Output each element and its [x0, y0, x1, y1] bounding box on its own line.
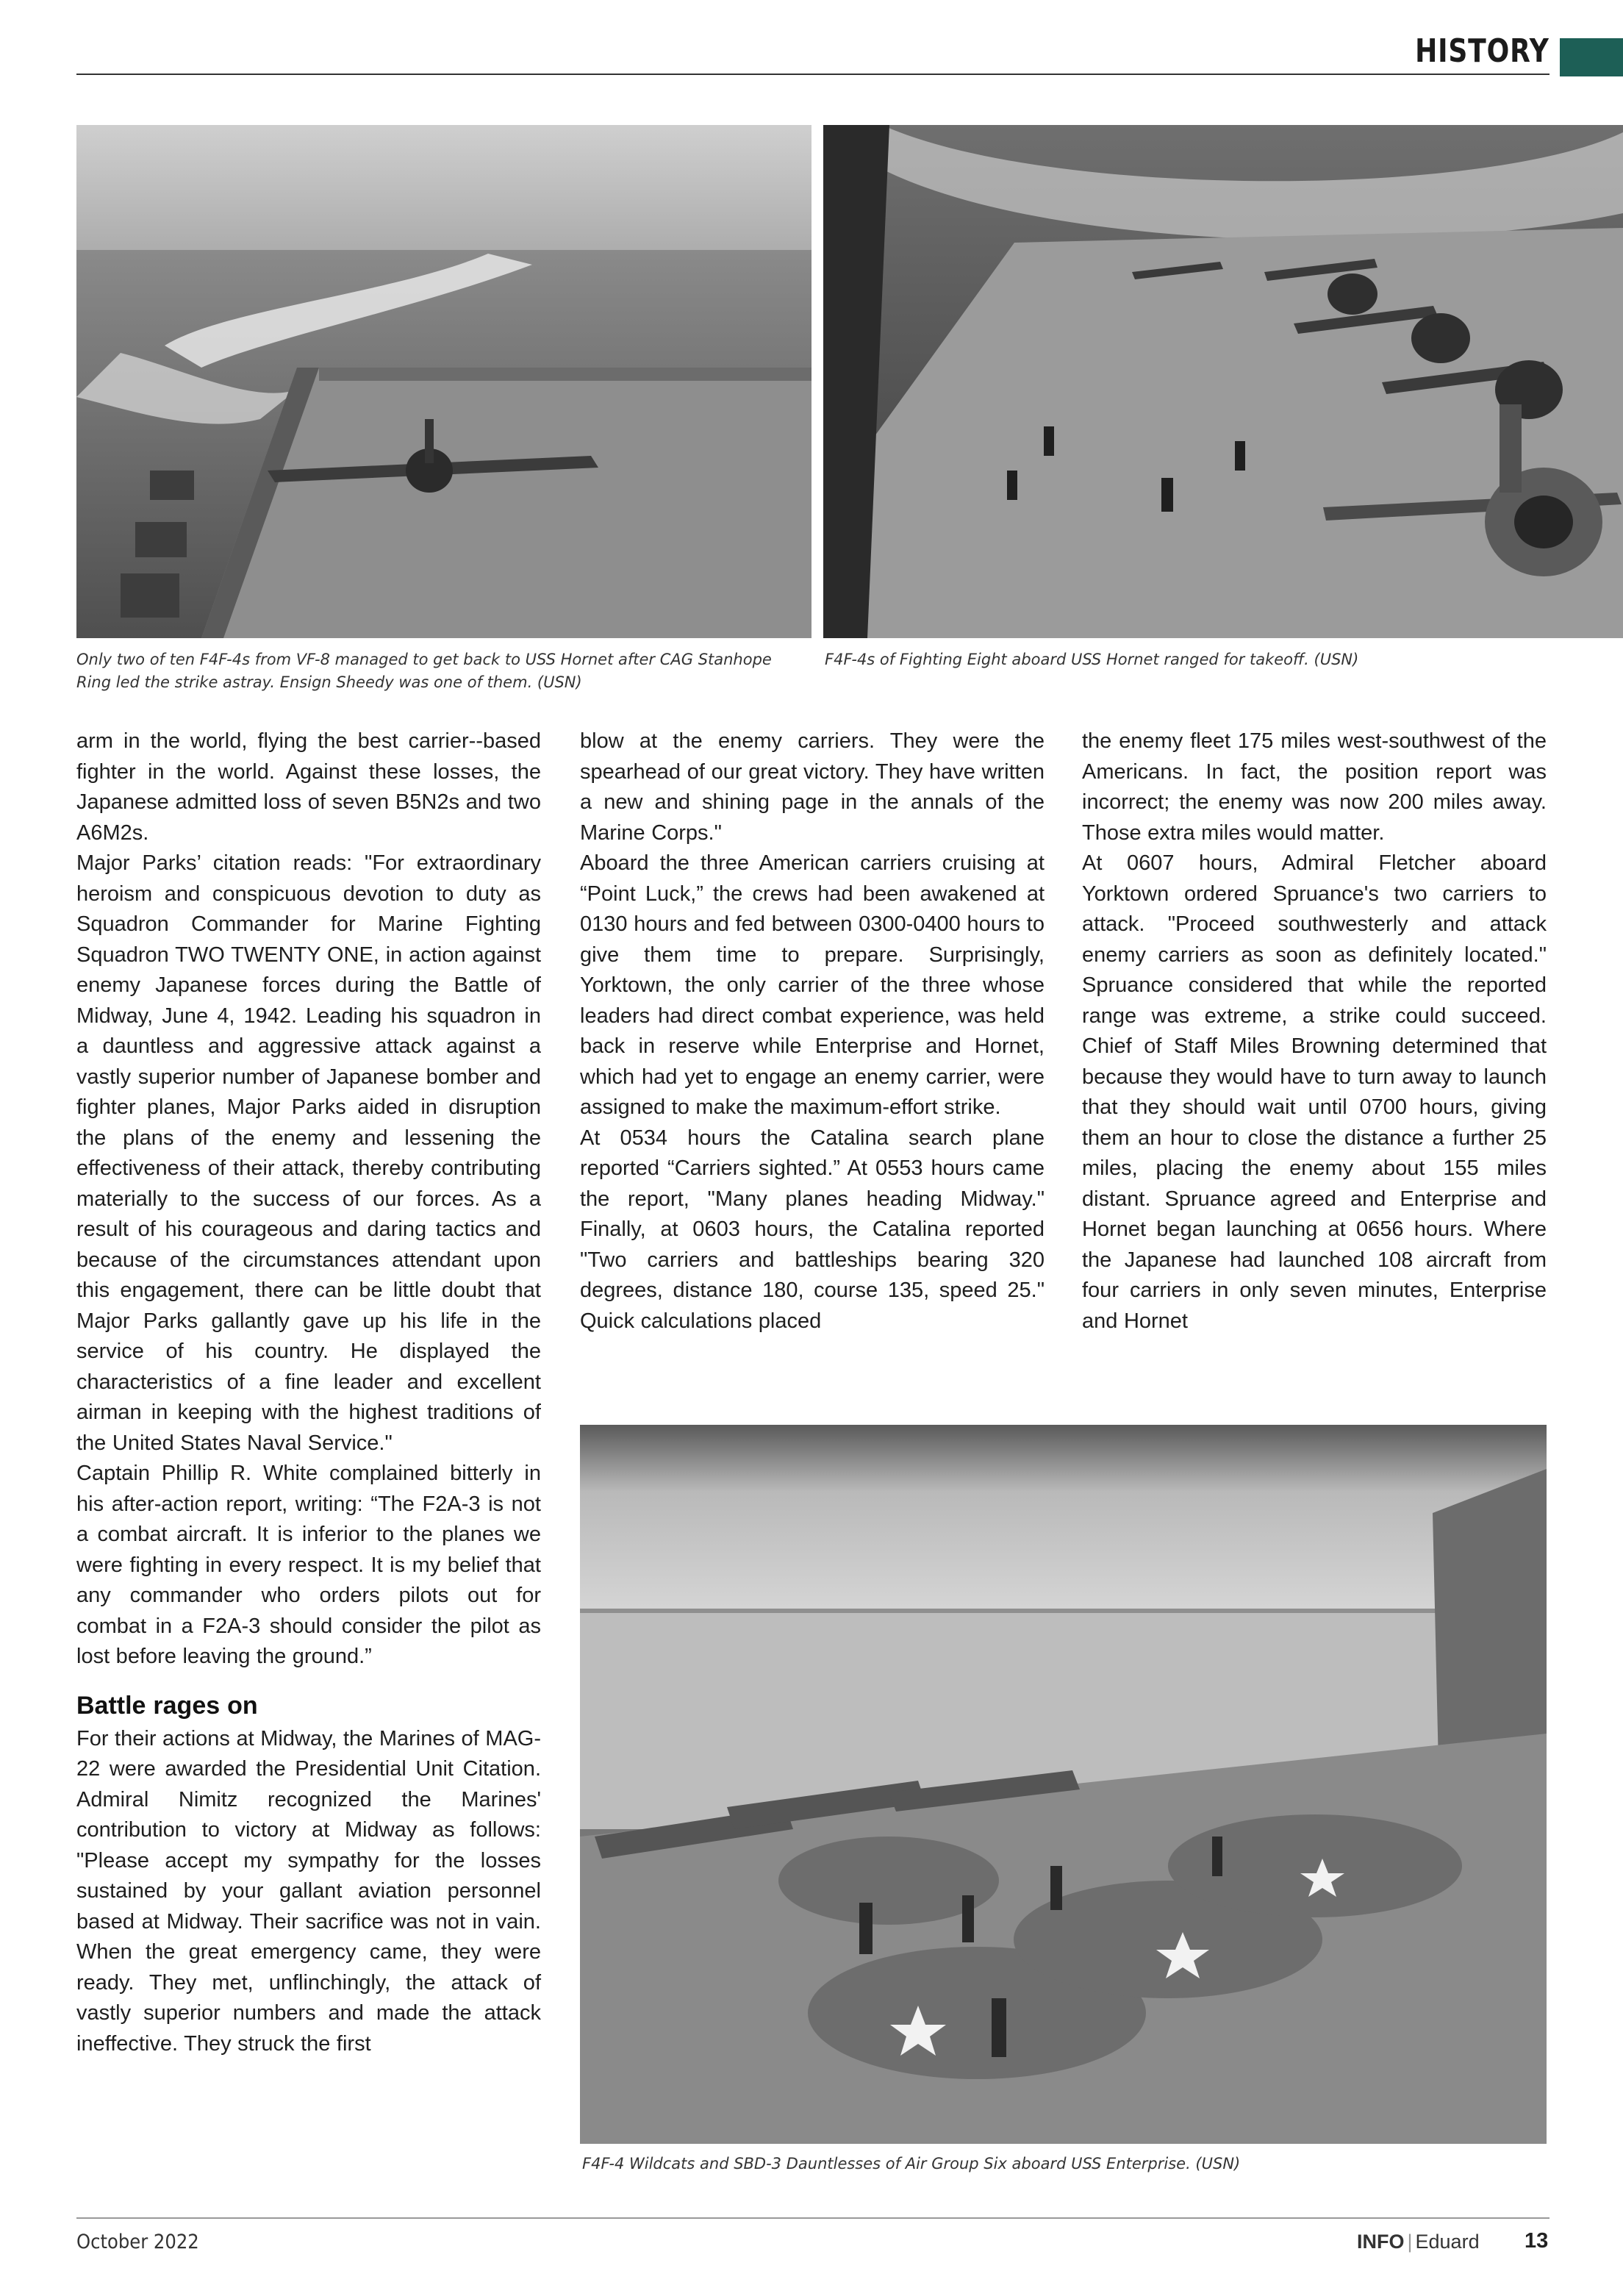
paragraph: the enemy fleet 175 miles west-southwest of the Americans. In fact, the position report was incorrect; the enemy was now 200 miles away. Those extra miles would matter. — [1082, 729, 1547, 845]
publisher-name: Eduard — [1415, 2231, 1480, 2253]
paragraph: For their actions at Midway, the Marines of MAG-22 were awarded the Presidential Unit Citation. Admiral Nimitz recognized the Marines' contribution to victory at Midway as follows: "Please accept my sympathy for the losses sustained by your gallant aviation personnel based at Midway. Their sacrifice was not in vain. When the great emergency came, they were ready. They met, unflinchingly, the attack of vastly superior numbers and made the attack ineffective. They struck the first — [76, 1726, 542, 2056]
text-column-1 — [76, 726, 541, 2059]
footer-divider — [76, 2217, 1549, 2219]
photo-enterprise-deck — [580, 1425, 1547, 2144]
section-color-tab — [1560, 38, 1623, 76]
caption-enterprise-deck: F4F-4 Wildcats and SBD-3 Dauntlesses of Air Group Six aboard USS Enterprise. (USN) — [582, 2155, 1241, 2172]
photo-hornet-deck — [823, 125, 1623, 638]
paragraph: Captain Phillip R. White complained bitterly in his after-action report, writing: “The F2A-3 is not a combat aircraft. It is inferior to the planes we were fighting in every respect. It is my belief that any commander who orders pilots out for combat in a F2A-3 should consider the pilot as lost before leaving the ground.” — [76, 1462, 541, 1668]
photo-hornet-deck-image — [823, 125, 1623, 638]
footer-magazine — [1357, 2231, 1480, 2253]
footer-date: October 2022 — [76, 2231, 199, 2253]
paragraph: Major Parks’ citation reads: "For extraordinary heroism and conspicuous devotion to duty as Squadron Commander for Marine Fighting Squadron TWO TWENTY ONE, in action against enemy Japanese forces during the Battle of Midway, June 4, 1942. Leading his squadron in a dauntless and aggressive attack against a vastly superior number of Japanese bomber and fighter planes, Major Parks aided in disruption the plans of the enemy and lessening the effectiveness of their attack, thereby contributing materially to the success of our forces. As a result of his courageous and daring tactics and because of the circumstances attendant upon this engagement, there can be little doubt that Major Parks gallantly gave up his life in the service of his country. He displayed the characteristics of a fine leader and excellent airman in keeping with the highest traditions of the United States Naval Service." — [76, 851, 541, 1455]
caption-hornet-deck: F4F-4s of Fighting Eight aboard USS Hornet ranged for takeoff. (USN) — [825, 651, 1359, 668]
text-column-2 — [580, 726, 1045, 1337]
section-label: HISTORY — [1415, 32, 1549, 70]
paragraph: blow at the enemy carriers. They were the spearhead of our great victory. They have written a new and shining page in the annals of the Marine Corps." — [580, 729, 1045, 845]
paragraph: At 0607 hours, Admiral Fletcher aboard Yorktown ordered Spruance's two carriers to attack. "Proceed southwesterly and attack enemy carriers as soon as definitely located." Spruance considered that while the reported range was extreme, a strike could succeed. Chief of Staff Miles Browning determined that because they would have to turn away to launch that they should wait until 0700 hours, giving them an hour to close the distance a further 25 miles, placing the enemy about 155 miles distant. Spruance agreed and Enterprise and Hornet began launching at 0656 hours. Where the Japanese had launched 108 aircraft from four carriers in only seven minutes, Enterprise and Hornet — [1082, 851, 1547, 1333]
paragraph: Aboard the three American carriers cruising at “Point Luck,” the crews had been awakened at 0130 hours and fed between 0300-0400 hours to give them time to prepare. Surprisingly, Yorktown, the only carrier of the three whose leaders had direct combat experience, was held back in reserve while Enterprise and Hornet, which had yet to engage an enemy carrier, were assigned to make the maximum-effort strike. — [580, 851, 1045, 1119]
photo-hornet-landing — [76, 125, 812, 638]
subheading: Battle rages on — [76, 1691, 258, 1720]
magazine-name: INFO — [1357, 2231, 1405, 2253]
page-number: 13 — [1525, 2229, 1549, 2253]
photo-hornet-landing-image — [76, 125, 812, 638]
footer-separator: | — [1407, 2231, 1413, 2253]
paragraph: arm in the world, flying the best carrier--based fighter in the world. Against these losses, the Japanese admitted loss of seven B5N2s and two A6M2s. — [76, 729, 541, 845]
caption-hornet-landing: Only two of ten F4F-4s from VF-8 managed to get back to USS Hornet after CAG Stanhope Ring led the strike astray. Ensign Sheedy was one of them. (USN) — [76, 651, 772, 691]
header-divider — [76, 74, 1549, 75]
paragraph: At 0534 hours the Catalina search plane reported “Carriers sighted.” At 0553 hours came the report, "Many planes heading Midway." Finally, at 0603 hours, the Catalina reported "Two carriers and battleships bearing 320 degrees, distance 180, course 135, speed 25." Quick calculations placed — [580, 1126, 1045, 1333]
text-column-3 — [1082, 726, 1547, 1337]
photo-enterprise-deck-image — [580, 1425, 1547, 2144]
